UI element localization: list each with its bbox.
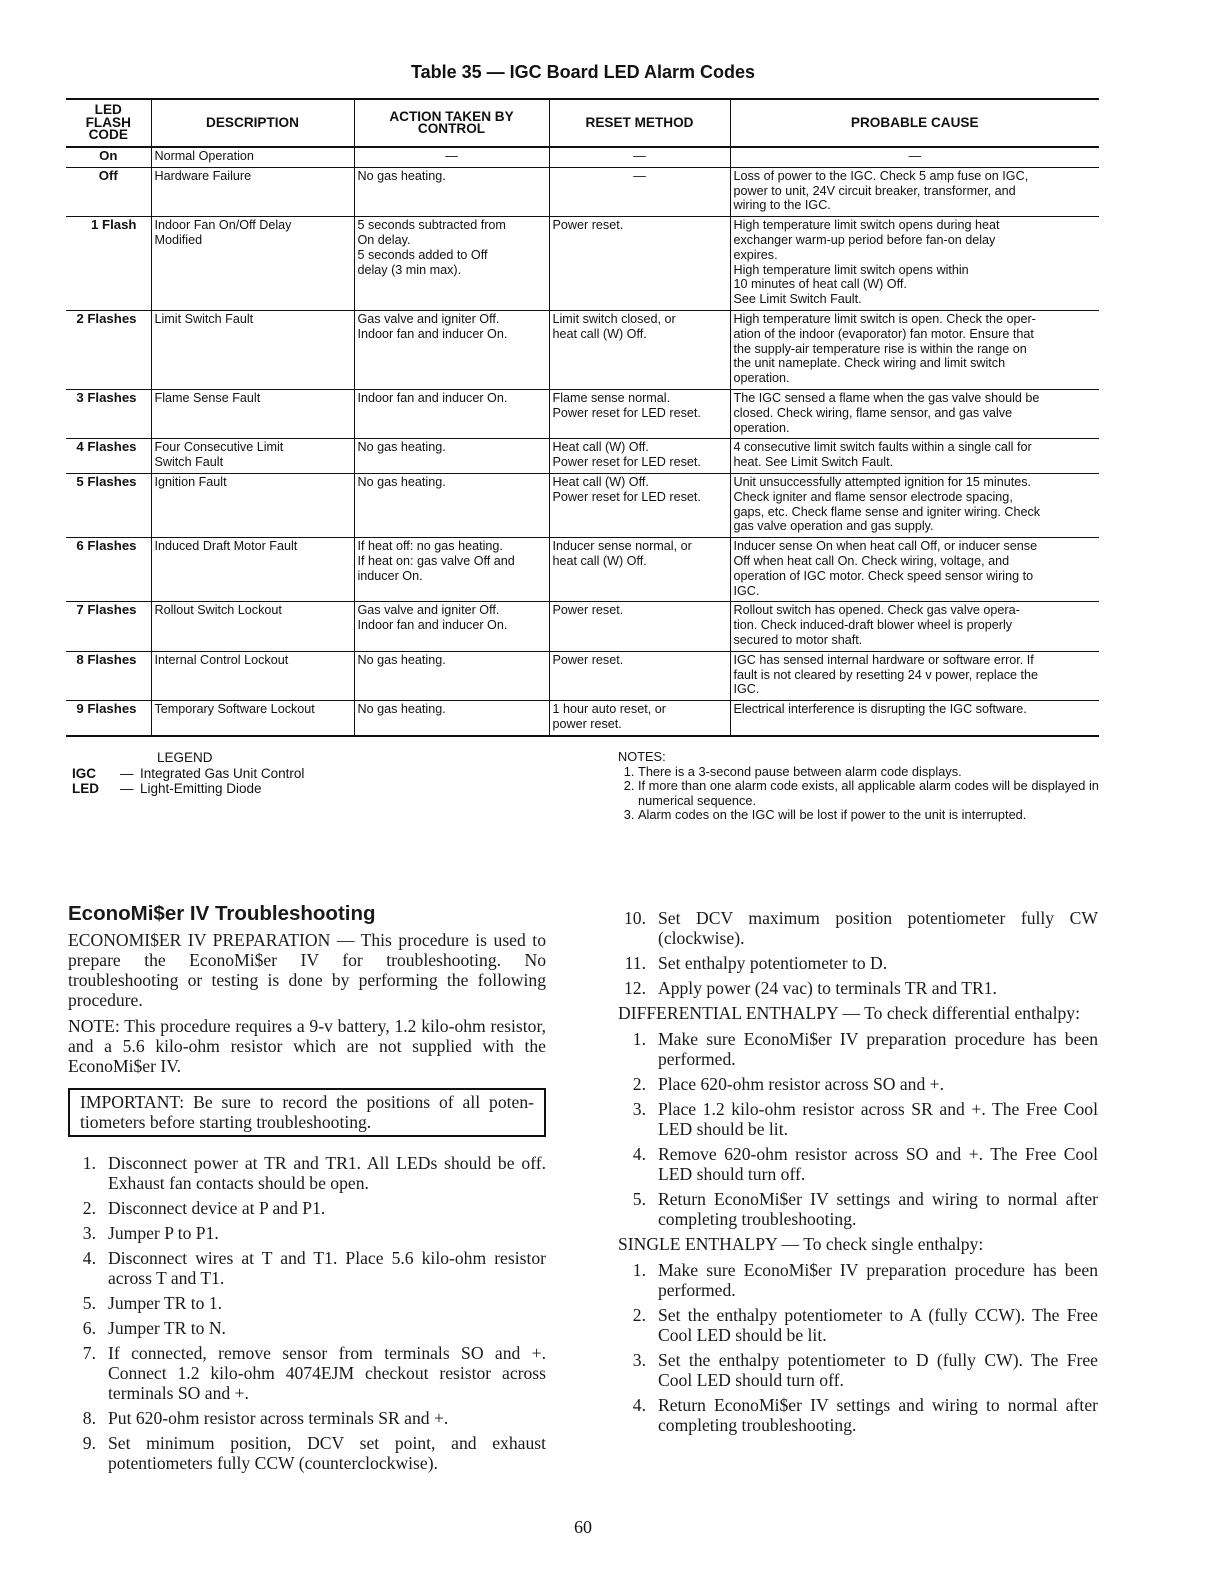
- step-item: [68, 1408, 546, 1428]
- step-number: 3.: [82, 1223, 96, 1243]
- reset-method: 1 hour auto reset, or power reset.: [549, 701, 730, 736]
- step-number: 3.: [632, 1099, 646, 1119]
- table-row: [66, 147, 1099, 167]
- single-steps: [618, 1260, 1098, 1435]
- table-row: [66, 651, 1099, 700]
- step-item: [618, 1074, 1098, 1094]
- step-item: [68, 1198, 546, 1218]
- note-item: 2. If more than one alarm code exists, all applicable alarm codes will be displayed in numerical sequence.: [638, 779, 1108, 808]
- step-number: 12.: [624, 978, 646, 998]
- step-item: [68, 1248, 546, 1288]
- step-number: 1.: [82, 1153, 96, 1173]
- step-number: 1.: [632, 1260, 646, 1280]
- probable-cause: Electrical interference is disrupting the IGC software.: [730, 701, 1099, 736]
- legend: [72, 750, 304, 797]
- notes-list: [618, 765, 1108, 823]
- action: 5 seconds subtracted from On delay. 5 seconds added to Off delay (3 min max).: [354, 217, 549, 311]
- table-row: [66, 389, 1099, 438]
- note-item: 1. There is a 3-second pause between alarm code displays.: [638, 765, 1108, 780]
- step-text: Place 1.2 kilo-ohm resistor across SR and +. The Free Cool LED should be lit.: [658, 1099, 1098, 1139]
- led-code: 1 Flash: [66, 217, 151, 311]
- step-item: [618, 1144, 1098, 1184]
- step-text: Set enthalpy potentiometer to D.: [658, 953, 888, 973]
- reset-method: —: [549, 167, 730, 216]
- step-text: Jumper TR to 1.: [108, 1293, 223, 1313]
- step-text: Set the enthalpy potentiometer to A (fully CCW). The Free Cool LED should be lit.: [658, 1305, 1098, 1345]
- reset-method: Heat call (W) Off. Power reset for LED reset.: [549, 473, 730, 537]
- table-row: [66, 701, 1099, 736]
- step-text: Disconnect power at TR and TR1. All LEDs should be off. Exhaust fan contacts should be open.: [108, 1153, 546, 1193]
- reset-method: Flame sense normal. Power reset for LED reset.: [549, 389, 730, 438]
- action: No gas heating.: [354, 701, 549, 736]
- table-title: Table 35 — IGC Board LED Alarm Codes: [410, 62, 756, 82]
- legend-item: [72, 766, 304, 782]
- header-reset-method: RESET METHOD: [549, 99, 730, 147]
- step-number: 5.: [82, 1293, 96, 1313]
- legend-text: Light-Emitting Diode: [140, 781, 262, 796]
- led-code: 6 Flashes: [66, 538, 151, 602]
- right-column: [618, 908, 1098, 1440]
- step-number: 6.: [82, 1318, 96, 1338]
- step-text: If connected, remove sensor from terminals SO and +. Connect 1.2 kilo-ohm 4074EJM checkout resistor across terminals SO and +.: [108, 1343, 546, 1403]
- step-text: Jumper P to P1.: [108, 1223, 219, 1243]
- description: Induced Draft Motor Fault: [151, 538, 354, 602]
- probable-cause: Unit unsuccessfully attempted ignition for 15 minutes. Check igniter and flame sensor electrode spacing, gaps, etc. Check flame sense and igniter wiring. Check gas valve operation and gas supply.: [730, 473, 1099, 537]
- header-description: DESCRIPTION: [151, 99, 354, 147]
- table-row: [66, 167, 1099, 216]
- action: Gas valve and igniter Off. Indoor fan and inducer On.: [354, 602, 549, 651]
- table-row: [66, 310, 1099, 389]
- header-probable-cause: PROBABLE CAUSE: [730, 99, 1099, 147]
- step-text: Set the enthalpy potentiometer to D (fully CW). The Free Cool LED should turn off.: [658, 1350, 1098, 1390]
- led-code: 9 Flashes: [66, 701, 151, 736]
- step-text: Return EconoMi$er IV settings and wiring to normal after completing troubleshooting.: [658, 1395, 1098, 1435]
- step-text: Put 620-ohm resistor across terminals SR and +.: [108, 1408, 449, 1428]
- step-item: [68, 1223, 546, 1243]
- step-number: 10.: [624, 908, 646, 928]
- reset-method: Limit switch closed, or heat call (W) Off.: [549, 310, 730, 389]
- step-number: 4.: [632, 1144, 646, 1164]
- step-number: 2.: [632, 1305, 646, 1325]
- description: Temporary Software Lockout: [151, 701, 354, 736]
- note-item: 3. Alarm codes on the IGC will be lost if power to the unit is interrupted.: [638, 808, 1108, 823]
- step-item: [618, 1260, 1098, 1300]
- action: —: [354, 147, 549, 167]
- led-code: Off: [66, 167, 151, 216]
- step-item: [618, 1099, 1098, 1139]
- step-item: [618, 1350, 1098, 1390]
- table-row: [66, 473, 1099, 537]
- legend-title: LEGEND: [157, 750, 213, 765]
- action: Indoor fan and inducer On.: [354, 389, 549, 438]
- description: Hardware Failure: [151, 167, 354, 216]
- step-item: [68, 1318, 546, 1338]
- left-column: [68, 902, 546, 1478]
- probable-cause: IGC has sensed internal hardware or software error. If fault is not cleared by resetting 24 v power, replace the IGC.: [730, 651, 1099, 700]
- step-number: 4.: [82, 1248, 96, 1268]
- led-code: On: [66, 147, 151, 167]
- step-item: [618, 1305, 1098, 1345]
- step-item: [68, 1153, 546, 1193]
- description: Four Consecutive Limit Switch Fault: [151, 439, 354, 474]
- step-text: Set DCV maximum position potentiometer fully CW (clockwise).: [658, 908, 1098, 948]
- step-text: Apply power (24 vac) to terminals TR and TR1.: [658, 978, 997, 998]
- description: Indoor Fan On/Off Delay Modified: [151, 217, 354, 311]
- step-item: [618, 908, 1098, 948]
- action: No gas heating.: [354, 439, 549, 474]
- step-item: [618, 1029, 1098, 1069]
- probable-cause: Rollout switch has opened. Check gas valve opera- tion. Check induced-draft blower wheel is properly secured to motor shaft.: [730, 602, 1099, 651]
- reset-method: Inducer sense normal, or heat call (W) Off.: [549, 538, 730, 602]
- description: Ignition Fault: [151, 473, 354, 537]
- step-text: Disconnect wires at T and T1. Place 5.6 kilo-ohm resistor across T and T1.: [108, 1248, 546, 1288]
- led-code: 7 Flashes: [66, 602, 151, 651]
- notes-title: NOTES:: [618, 749, 666, 764]
- description: Normal Operation: [151, 147, 354, 167]
- step-text: Make sure EconoMi$er IV preparation procedure has been performed.: [658, 1260, 1098, 1300]
- probable-cause: —: [730, 147, 1099, 167]
- single-enthalpy-paragraph: SINGLE ENTHALPY — To check single enthalpy:: [618, 1234, 984, 1254]
- reset-method: Heat call (W) Off. Power reset for LED reset.: [549, 439, 730, 474]
- probable-cause: 4 consecutive limit switch faults within a single call for heat. See Limit Switch Fault.: [730, 439, 1099, 474]
- probable-cause: The IGC sensed a flame when the gas valve should be closed. Check wiring, flame sensor, and gas valve operation.: [730, 389, 1099, 438]
- table-row: [66, 538, 1099, 602]
- step-number: 2.: [82, 1198, 96, 1218]
- description: Internal Control Lockout: [151, 651, 354, 700]
- step-item: [618, 1395, 1098, 1435]
- reset-method: Power reset.: [549, 217, 730, 311]
- legend-abbr: LED: [72, 781, 99, 796]
- step-item: [618, 953, 1098, 973]
- step-text: Remove 620-ohm resistor across SO and +. The Free Cool LED should turn off.: [658, 1144, 1098, 1184]
- step-text: Set minimum position, DCV set point, and exhaust potentiometers fully CCW (counterclockwise).: [108, 1433, 546, 1473]
- action: If heat off: no gas heating. If heat on: gas valve Off and inducer On.: [354, 538, 549, 602]
- description: Rollout Switch Lockout: [151, 602, 354, 651]
- step-number: 11.: [624, 953, 646, 973]
- legend-text: Integrated Gas Unit Control: [140, 765, 305, 781]
- table-header-row: [66, 99, 1099, 147]
- reset-method: Power reset.: [549, 651, 730, 700]
- action: No gas heating.: [354, 473, 549, 537]
- probable-cause: High temperature limit switch is open. Check the oper- ation of the indoor (evaporator) fan motor. Ensure that the supply-air temperature rise is within the range on the unit nameplate. Check wiring and limit switch operation.: [730, 310, 1099, 389]
- step-number: 4.: [632, 1395, 646, 1415]
- step-item: [68, 1293, 546, 1313]
- step-number: 1.: [632, 1029, 646, 1049]
- differential-enthalpy-paragraph: DIFFERENTIAL ENTHALPY — To check differential enthalpy:: [618, 1003, 1080, 1023]
- step-text: Jumper TR to N.: [108, 1318, 226, 1338]
- step-text: Return EconoMi$er IV settings and wiring to normal after completing troubleshooting.: [658, 1189, 1098, 1229]
- step-number: 9.: [82, 1433, 96, 1453]
- differential-steps: [618, 1029, 1098, 1229]
- legend-dash: —: [120, 781, 134, 796]
- notes: [618, 750, 1108, 823]
- table-row: [66, 439, 1099, 474]
- probable-cause: High temperature limit switch opens during heat exchanger warm-up period before fan-on delay expires. High temperature limit switch opens within 10 minutes of heat call (W) Off. See Limit Switch Fault.: [730, 217, 1099, 311]
- reset-method: Power reset.: [549, 602, 730, 651]
- legend-dash: —: [120, 765, 134, 781]
- probable-cause: Loss of power to the IGC. Check 5 amp fuse on IGC, power to unit, 24V circuit breaker, transformer, and wiring to the IGC.: [730, 167, 1099, 216]
- legend-item: [72, 781, 304, 797]
- prep-steps-continued: [618, 908, 1098, 998]
- step-text: Disconnect device at P and P1.: [108, 1198, 326, 1218]
- step-number: 5.: [632, 1189, 646, 1209]
- step-item: [68, 1433, 546, 1473]
- step-number: 3.: [632, 1350, 646, 1370]
- led-code: 3 Flashes: [66, 389, 151, 438]
- led-code: 8 Flashes: [66, 651, 151, 700]
- description: Flame Sense Fault: [151, 389, 354, 438]
- section-heading: EconoMi$er IV Troubleshooting: [68, 902, 376, 925]
- step-number: 8.: [82, 1408, 96, 1428]
- table-row: [66, 602, 1099, 651]
- step-number: 7.: [82, 1343, 96, 1363]
- probable-cause: Inducer sense On when heat call Off, or inducer sense Off when heat call On. Check wiring, voltage, and operation of IGC motor. Check speed sensor wiring to IGC.: [730, 538, 1099, 602]
- action: No gas heating.: [354, 651, 549, 700]
- led-code: 5 Flashes: [66, 473, 151, 537]
- legend-abbr: IGC: [72, 765, 97, 781]
- alarm-codes-table: [66, 98, 1099, 737]
- action: Gas valve and igniter Off. Indoor fan and inducer On.: [354, 310, 549, 389]
- header-action: ACTION TAKEN BY CONTROL: [354, 99, 549, 147]
- led-code: 4 Flashes: [66, 439, 151, 474]
- description: Limit Switch Fault: [151, 310, 354, 389]
- reset-method: —: [549, 147, 730, 167]
- step-item: [68, 1343, 546, 1403]
- important-box: IMPORTANT: Be sure to record the positions of all poten-tiometers before starting troubleshooting.: [68, 1088, 546, 1137]
- page-number: 60: [574, 1517, 592, 1537]
- step-text: Place 620-ohm resistor across SO and +.: [658, 1074, 944, 1094]
- table-row: [66, 217, 1099, 311]
- step-item: [618, 978, 1098, 998]
- action: No gas heating.: [354, 167, 549, 216]
- prep-steps: [68, 1153, 546, 1473]
- header-led-flash-code: LED FLASH CODE: [66, 99, 151, 147]
- step-number: 2.: [632, 1074, 646, 1094]
- step-item: [618, 1189, 1098, 1229]
- note-paragraph: NOTE: This procedure requires a 9-v battery, 1.2 kilo-ohm resistor, and a 5.6 kilo-ohm resistor which are not supplied with the EconoMi$er IV.: [68, 1016, 546, 1076]
- step-text: Make sure EconoMi$er IV preparation procedure has been performed.: [658, 1029, 1098, 1069]
- prep-paragraph: ECONOMI$ER IV PREPARATION — This procedure is used to prepare the EconoMi$er IV for troubleshooting. No troubleshooting or testing is done by performing the following procedure.: [68, 930, 546, 1010]
- led-code: 2 Flashes: [66, 310, 151, 389]
